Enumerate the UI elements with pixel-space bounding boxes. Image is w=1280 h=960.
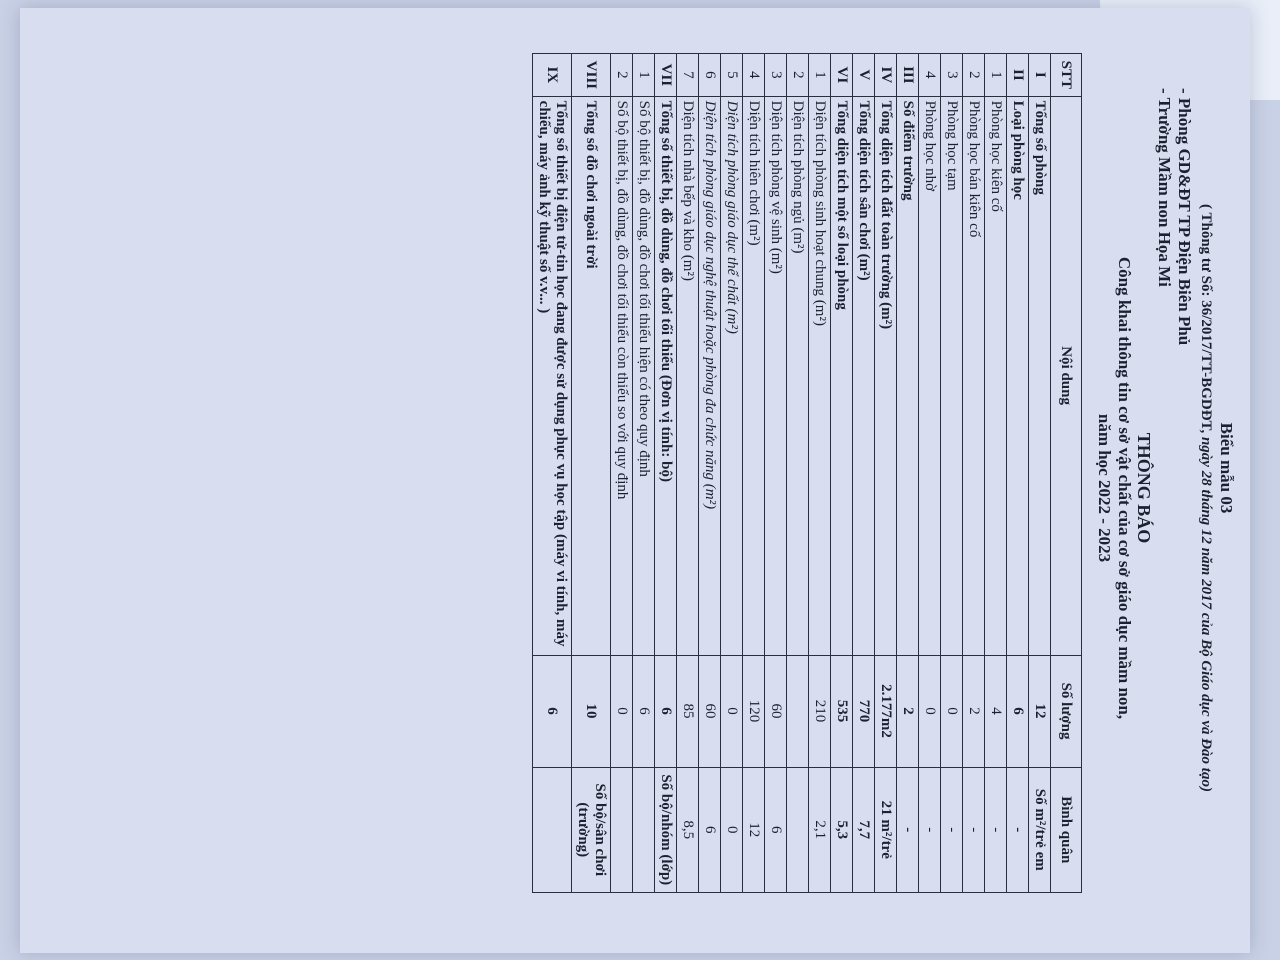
table-row bbox=[765, 54, 787, 893]
row-average: 8,5 bbox=[677, 767, 699, 892]
row-average: 5,3 bbox=[831, 767, 853, 892]
row-quantity: 6 bbox=[533, 655, 572, 767]
row-content: Diện tích hiên chơi (m²) bbox=[743, 96, 765, 655]
row-quantity: 2 bbox=[897, 655, 919, 767]
row-stt: IX bbox=[533, 54, 572, 97]
row-stt: 6 bbox=[699, 54, 721, 97]
row-average: 2,1 bbox=[809, 767, 831, 892]
row-stt: 7 bbox=[677, 54, 699, 97]
row-quantity: 2.177m2 bbox=[875, 655, 897, 767]
table-row bbox=[809, 54, 831, 893]
row-quantity: 0 bbox=[611, 655, 633, 767]
subtitle-line-2: năm học 2022 - 2023 bbox=[1095, 413, 1114, 563]
row-stt: VII bbox=[655, 54, 677, 97]
row-content: Tổng số thiết bị, đồ dùng, đồ chơi tối thiểu (Đơn vị tính: bộ) bbox=[655, 96, 677, 655]
table-row bbox=[1029, 54, 1051, 893]
row-quantity bbox=[787, 655, 809, 767]
row-average: - bbox=[985, 767, 1007, 892]
department-name: - Phòng GD&ĐT TP Điện Biên Phủ bbox=[1175, 88, 1194, 346]
row-content: Tổng số phòng bbox=[1029, 96, 1051, 655]
table-row bbox=[919, 54, 941, 893]
row-content: Tổng diện tích một số loại phòng bbox=[831, 96, 853, 655]
document-header bbox=[1090, 18, 1240, 958]
row-stt: III bbox=[897, 54, 919, 97]
row-stt: 5 bbox=[721, 54, 743, 97]
row-average: - bbox=[919, 767, 941, 892]
row-quantity: 10 bbox=[572, 655, 611, 767]
row-quantity: 0 bbox=[919, 655, 941, 767]
row-stt: 3 bbox=[941, 54, 963, 97]
table-row bbox=[831, 54, 853, 893]
row-average: 0 bbox=[721, 767, 743, 892]
table-row bbox=[633, 54, 655, 893]
row-content: Tổng diện tích sân chơi (m²) bbox=[853, 96, 875, 655]
row-content: Diện tích nhà bếp và kho (m²) bbox=[677, 96, 699, 655]
row-stt: 2 bbox=[963, 54, 985, 97]
row-content: Số bộ thiết bị, đồ dùng, đồ chơi tối thiểu còn thiếu so với quy định bbox=[611, 96, 633, 655]
row-average: - bbox=[963, 767, 985, 892]
row-quantity: 60 bbox=[699, 655, 721, 767]
row-content: Diện tích phòng giáo dục nghệ thuật hoặc phòng đa chức năng (m²) bbox=[699, 96, 721, 655]
row-average: Số m²/trẻ em bbox=[1029, 767, 1051, 892]
table-row bbox=[743, 54, 765, 893]
header-average: Bình quân bbox=[1051, 767, 1082, 892]
row-quantity: 535 bbox=[831, 655, 853, 767]
row-content: Phòng học kiên cố bbox=[985, 96, 1007, 655]
row-stt: 3 bbox=[765, 54, 787, 97]
row-quantity: 210 bbox=[809, 655, 831, 767]
row-content: Tổng số đồ chơi ngoài trời bbox=[572, 96, 611, 655]
row-content: Tổng số thiết bị điện tử-tin học đang được sử dụng phục vụ học tập (máy vi tính, máy chiếu, máy ảnh kỹ thuật số v.v... ) bbox=[533, 96, 572, 655]
table-row bbox=[1007, 54, 1029, 893]
table-row bbox=[963, 54, 985, 893]
header-quantity: Số lượng bbox=[1051, 655, 1082, 767]
table-row bbox=[787, 54, 809, 893]
row-quantity: 2 bbox=[963, 655, 985, 767]
table-row bbox=[875, 54, 897, 893]
row-average: 7,7 bbox=[853, 767, 875, 892]
row-quantity: 0 bbox=[721, 655, 743, 767]
row-stt: 2 bbox=[611, 54, 633, 97]
row-stt: I bbox=[1029, 54, 1051, 97]
row-content: Tổng diện tích đất toàn trường (m²) bbox=[875, 96, 897, 655]
row-content: Diện tích phòng vệ sinh (m²) bbox=[765, 96, 787, 655]
document-subtitle bbox=[1094, 18, 1134, 958]
table-header-row bbox=[1051, 54, 1082, 893]
row-average: Số bộ/nhóm (lớp) bbox=[655, 767, 677, 892]
row-quantity: 6 bbox=[633, 655, 655, 767]
facilities-table bbox=[532, 53, 1082, 893]
table-row bbox=[533, 54, 572, 893]
row-stt: 1 bbox=[633, 54, 655, 97]
row-stt: 4 bbox=[919, 54, 941, 97]
row-content: Loại phòng học bbox=[1007, 96, 1029, 655]
row-stt: II bbox=[1007, 54, 1029, 97]
header-content: Nội dung bbox=[1051, 96, 1082, 655]
subtitle-line-1: Công khai thông tin cơ sở vật chất của cơ sở giáo dục mầm non, bbox=[1115, 256, 1134, 720]
table-row bbox=[677, 54, 699, 893]
row-average bbox=[633, 767, 655, 892]
circular-text: ( Thông tư Số: 36/2017/TT-BGDĐT, bbox=[1198, 204, 1214, 437]
row-quantity: 12 bbox=[1029, 655, 1051, 767]
row-quantity: 120 bbox=[743, 655, 765, 767]
row-quantity: 770 bbox=[853, 655, 875, 767]
row-average: 6 bbox=[699, 767, 721, 892]
row-average bbox=[533, 767, 572, 892]
row-content: Số bộ thiết bị, đồ dùng, đồ chơi tối thiểu hiện có theo quy định bbox=[633, 96, 655, 655]
row-quantity: 85 bbox=[677, 655, 699, 767]
row-average: 12 bbox=[743, 767, 765, 892]
row-average: Số bộ/sân chơi (trường) bbox=[572, 767, 611, 892]
document-title: THÔNG BÁO bbox=[1134, 432, 1154, 544]
row-stt: 1 bbox=[985, 54, 1007, 97]
row-content: Diện tích phòng giáo dục thể chất (m²) bbox=[721, 96, 743, 655]
row-content: Phòng học tạm bbox=[941, 96, 963, 655]
row-stt: IV bbox=[875, 54, 897, 97]
table-row bbox=[853, 54, 875, 893]
row-quantity: 6 bbox=[655, 655, 677, 767]
row-stt: V bbox=[853, 54, 875, 97]
document-sheet bbox=[20, 8, 1250, 953]
table-body bbox=[533, 54, 1051, 893]
row-stt: 2 bbox=[787, 54, 809, 97]
table-row bbox=[721, 54, 743, 893]
row-average: 6 bbox=[765, 767, 787, 892]
school-name: - Trường Mầm non Họa Mi bbox=[1155, 88, 1174, 287]
row-content: Phòng học nhờ bbox=[919, 96, 941, 655]
row-content: Phòng học bán kiên cố bbox=[963, 96, 985, 655]
rotated-content bbox=[80, 18, 1240, 958]
table-row bbox=[572, 54, 611, 893]
row-quantity: 60 bbox=[765, 655, 787, 767]
row-quantity: 6 bbox=[1007, 655, 1029, 767]
row-average bbox=[787, 767, 809, 892]
row-average bbox=[611, 767, 633, 892]
row-quantity: 0 bbox=[941, 655, 963, 767]
table-row bbox=[655, 54, 677, 893]
table-row bbox=[611, 54, 633, 893]
row-stt: 4 bbox=[743, 54, 765, 97]
table-row bbox=[699, 54, 721, 893]
table-row bbox=[941, 54, 963, 893]
header-stt: STT bbox=[1051, 54, 1082, 97]
row-stt: VI bbox=[831, 54, 853, 97]
row-average: - bbox=[1007, 767, 1029, 892]
row-stt: VIII bbox=[572, 54, 611, 97]
circular-reference bbox=[1197, 38, 1214, 958]
row-content: Diện tích phòng sinh hoạt chung (m²) bbox=[809, 96, 831, 655]
row-quantity: 4 bbox=[985, 655, 1007, 767]
row-average: - bbox=[897, 767, 919, 892]
row-average: - bbox=[941, 767, 963, 892]
row-stt: 1 bbox=[809, 54, 831, 97]
row-average: 21 m²/trẻ bbox=[875, 767, 897, 892]
circular-date-text: ngày 28 tháng 12 năm 2017 của Bộ Giáo dục và Đào tạo) bbox=[1198, 436, 1214, 792]
table-row bbox=[985, 54, 1007, 893]
row-content: Số điểm trường bbox=[897, 96, 919, 655]
table-row bbox=[897, 54, 919, 893]
row-content: Diện tích phòng ngủ (m²) bbox=[787, 96, 809, 655]
form-number: Biểu mẫu 03 bbox=[1217, 422, 1236, 514]
